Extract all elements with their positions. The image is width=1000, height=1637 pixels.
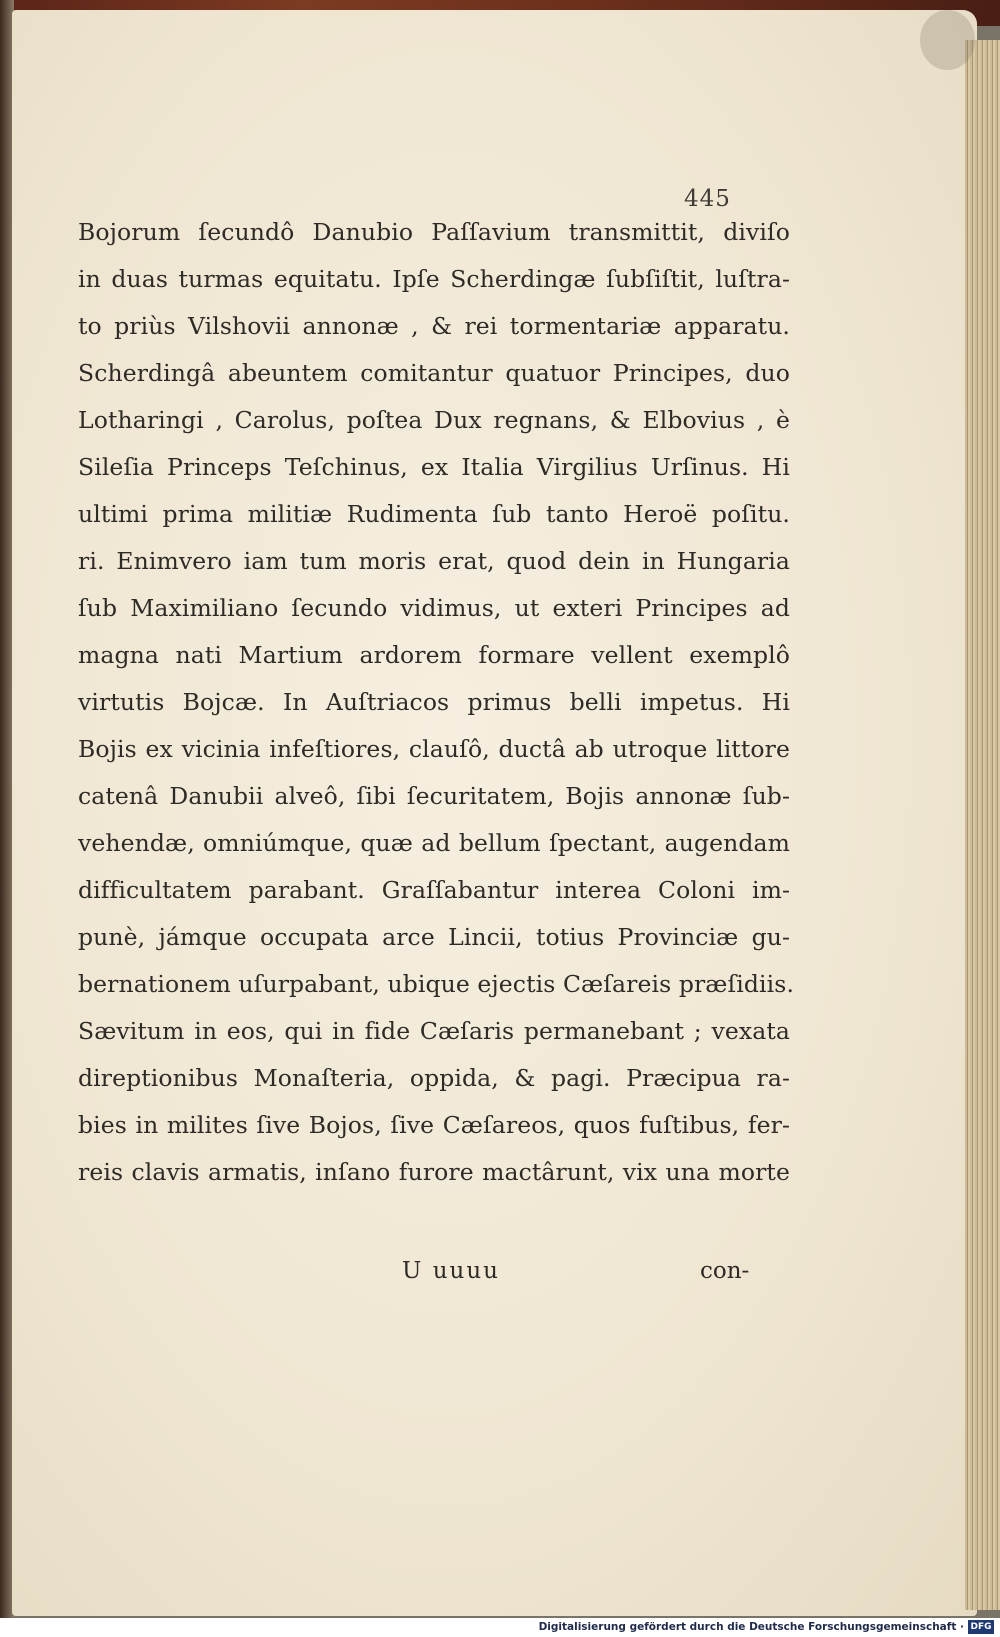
- text-line: bies in milites ſive Bojos, ſive Cæſareos, quos fuſtibus, fer-: [78, 1111, 790, 1139]
- text-line: Bojis ex vicinia infeſtiores, clauſô, ductâ ab utroque littore: [78, 735, 790, 763]
- text-line: magna nati Martium ardorem formare vellent exemplô: [78, 641, 790, 669]
- text-line: punè, jámque occupata arce Lincii, totius Provinciæ gu-: [78, 923, 790, 951]
- text-line: difficultatem parabant. Graſſabantur interea Coloni im-: [78, 876, 790, 904]
- text-line: Scherdingâ abeuntem comitantur quatuor Principes, duo: [78, 359, 790, 387]
- page-number: 445: [684, 186, 731, 212]
- text-line: virtutis Bojcæ. In Auſtriacos primus belli impetus. Hi: [78, 688, 790, 716]
- dfg-logo-icon: DFG: [968, 1620, 994, 1634]
- text-line: Sileſia Princeps Teſchinus, ex Italia Virgilius Urſinus. Hi: [78, 453, 790, 481]
- funding-note: Digitalisierung gefördert durch die Deutsche Forschungsgemeinschaft ·: [538, 1621, 964, 1633]
- signature-mark: U uuuu: [402, 1258, 500, 1284]
- text-line: ſub Maximiliano ſecundo vidimus, ut exteri Principes ad: [78, 594, 790, 622]
- text-line: Sævitum in eos, qui in fide Cæſaris permanebant ; vexata: [78, 1017, 790, 1045]
- text-line: ri. Enimvero iam tum moris erat, quod dein in Hungaria: [78, 547, 790, 575]
- text-line: to priùs Vilshovii annonæ , & rei tormentariæ apparatu.: [78, 312, 790, 340]
- text-line: reis clavis armatis, inſano furore mactârunt, vix una morte: [78, 1158, 790, 1186]
- text-line: Bojorum ſecundô Danubio Paſſavium transmittit, diviſo: [78, 218, 790, 246]
- text-line: in duas turmas equitatu. Ipſe Scherdingæ ſubſiſtit, luſtra-: [78, 265, 790, 293]
- text-line: vehendæ, omniúmque, quæ ad bellum ſpectant, augendam: [78, 829, 790, 857]
- text-line: Lotharingi , Carolus, poſtea Dux regnans, & Elbovius , è: [78, 406, 790, 434]
- text-line: catenâ Danubii alveô, ſibi ſecuritatem, Bojis annonæ ſub-: [78, 782, 790, 810]
- catchword: con-: [700, 1258, 750, 1284]
- text-line: ultimi prima militiæ Rudimenta ſub tanto Heroë poſitu.: [78, 500, 790, 528]
- clip-shadow: [920, 10, 975, 70]
- text-line: bernationem uſurpabant, ubique ejectis Cæſareis præſidiis.: [78, 970, 795, 998]
- page-edges: [965, 40, 1000, 1610]
- text-line: direptionibus Monaſteria, oppida, & pagi. Præcipua ra-: [78, 1064, 790, 1092]
- book-page: [12, 10, 977, 1616]
